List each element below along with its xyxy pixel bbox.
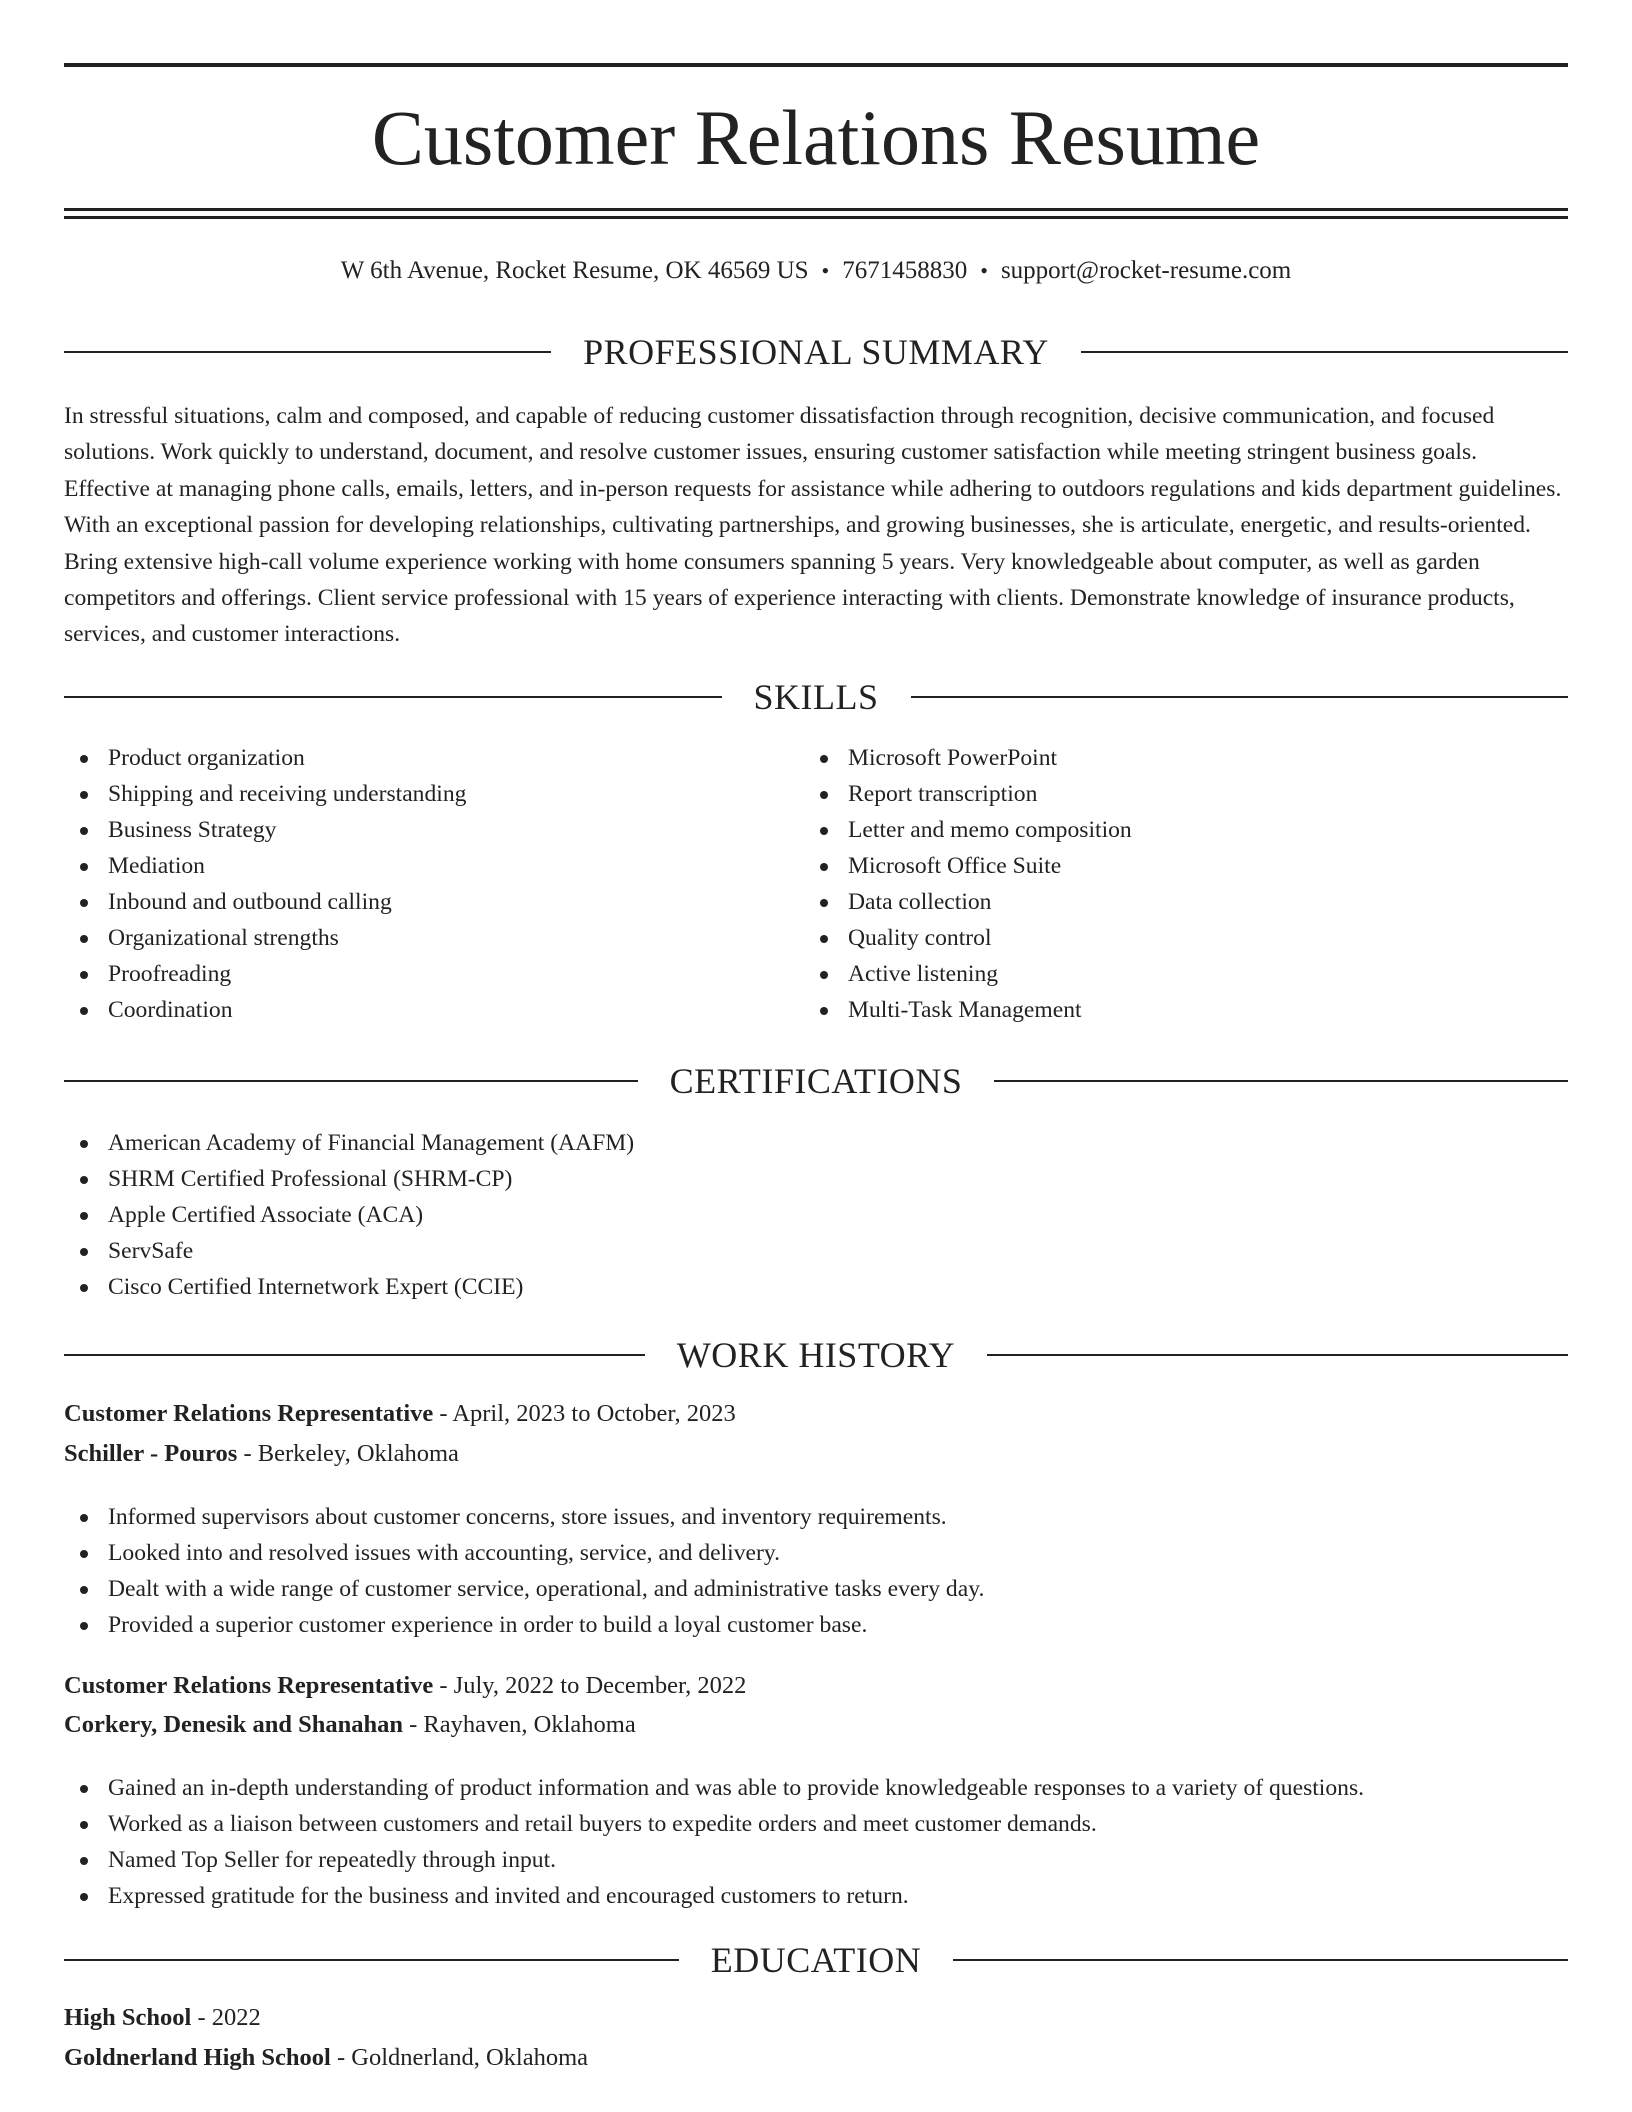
- contact-separator: •: [980, 258, 988, 283]
- contact-line: [64, 254, 1568, 288]
- header-double-rule-upper: [64, 208, 1568, 211]
- skill-item: Business Strategy: [64, 812, 794, 848]
- contact-address: W 6th Avenue, Rocket Resume, OK 46569 US: [340, 257, 809, 284]
- education-degree-line: [64, 2000, 261, 2036]
- job-duty-item: Looked into and resolved issues with accounting, service, and delivery.: [64, 1535, 1568, 1571]
- skill-item: Inbound and outbound calling: [64, 884, 794, 920]
- job-dates: - April, 2023 to October, 2023: [433, 1400, 736, 1427]
- skill-item: Coordination: [64, 992, 794, 1028]
- job-duty-item: Informed supervisors about customer concerns, store issues, and inventory requirements.: [64, 1499, 1568, 1535]
- section-title-summary: PROFESSIONAL SUMMARY: [583, 332, 1049, 372]
- header-double-rule-lower: [64, 216, 1568, 219]
- job-duty-item: Provided a superior customer experience in order to build a loyal customer base.: [64, 1607, 1568, 1643]
- resume-title: Customer Relations Resume: [371, 94, 1261, 181]
- job-title-line: [64, 1396, 736, 1432]
- job-location: - Rayhaven, Oklahoma: [403, 1711, 636, 1738]
- skill-item: Letter and memo composition: [804, 812, 1544, 848]
- education-school: Goldnerland High School: [64, 2044, 331, 2071]
- job-location: - Berkeley, Oklahoma: [237, 1440, 459, 1467]
- section-title-work-history: WORK HISTORY: [676, 1335, 956, 1375]
- skill-item: Data collection: [804, 884, 1544, 920]
- section-title-skills: SKILLS: [753, 677, 879, 717]
- job-title: Customer Relations Representative: [64, 1672, 434, 1699]
- skill-item: Mediation: [64, 848, 794, 884]
- skill-item: Microsoft PowerPoint: [804, 740, 1544, 776]
- education-location: - Goldnerland, Oklahoma: [330, 2044, 589, 2071]
- section-header-education: [64, 1938, 1568, 1982]
- professional-summary-text: In stressful situations, calm and composed, and capable of reducing customer dissatisfaction through recognition, decisive communication, and focused solutions. Work quickly to understand, document, and resolve customer issues, ensuring customer satisfaction while meeting stringent business goals. Effective at managing phone calls, emails, letters, and in-person requests for assistance while adhering to outdoors regulations and kids department guidelines. With an exceptional passion for developing relationships, cultivating partnerships, and growing businesses, she is articulate, energetic, and results-oriented. Bring extensive high-call volume experience working with home consumers spanning 5 years. Very knowledgeable about computer, as well as garden competitors and offerings. Client service professional with 15 years of experience interacting with clients. Demonstrate knowledge of insurance products, services, and customer interactions.: [64, 403, 1562, 648]
- section-rule: [64, 696, 722, 698]
- skill-item: Microsoft Office Suite: [804, 848, 1544, 884]
- section-rule: [994, 1080, 1568, 1082]
- skills-list-right: [804, 740, 1544, 1028]
- job-title: Customer Relations Representative: [64, 1400, 434, 1427]
- job-duty-item: Expressed gratitude for the business and invited and encouraged customers to return.: [64, 1878, 1568, 1914]
- section-rule: [64, 1354, 645, 1356]
- contact-email: support@rocket-resume.com: [1000, 257, 1292, 284]
- section-rule: [1081, 351, 1568, 353]
- section-rule: [953, 1959, 1568, 1961]
- skill-item: Multi-Task Management: [804, 992, 1544, 1028]
- skill-item: Shipping and receiving understanding: [64, 776, 794, 812]
- job-company: Corkery, Denesik and Shanahan: [64, 1711, 404, 1738]
- job-title-line: [64, 1668, 746, 1704]
- certifications-list: [64, 1125, 1568, 1305]
- section-rule: [64, 1080, 638, 1082]
- certification-item: SHRM Certified Professional (SHRM-CP): [64, 1161, 1568, 1197]
- job-company-line: [64, 1707, 636, 1743]
- job-duties-list: [64, 1499, 1568, 1643]
- section-header-summary: [64, 330, 1568, 374]
- certification-item: Apple Certified Associate (ACA): [64, 1197, 1568, 1233]
- skill-item: Report transcription: [804, 776, 1544, 812]
- section-header-skills: [64, 675, 1568, 719]
- skill-item: Quality control: [804, 920, 1544, 956]
- skill-item: Organizational strengths: [64, 920, 794, 956]
- section-rule: [64, 1959, 679, 1961]
- section-rule: [987, 1354, 1568, 1356]
- education-year: - 2022: [191, 2004, 261, 2031]
- skill-item: Active listening: [804, 956, 1544, 992]
- skill-item: Proofreading: [64, 956, 794, 992]
- section-title-certifications: CERTIFICATIONS: [669, 1061, 963, 1101]
- section-rule: [64, 351, 551, 353]
- education-degree: High School: [64, 2004, 192, 2031]
- certification-item: ServSafe: [64, 1233, 1568, 1269]
- job-duty-item: Gained an in-depth understanding of product information and was able to provide knowledgeable responses to a variety of questions.: [64, 1770, 1568, 1806]
- job-duty-item: Named Top Seller for repeatedly through input.: [64, 1842, 1568, 1878]
- skill-item: Product organization: [64, 740, 794, 776]
- section-header-certifications: [64, 1059, 1568, 1103]
- job-duties-list: [64, 1770, 1568, 1914]
- section-title-education: EDUCATION: [710, 1940, 922, 1980]
- contact-separator: •: [821, 258, 830, 283]
- job-dates: - July, 2022 to December, 2022: [433, 1672, 747, 1699]
- job-company: Schiller - Pouros: [64, 1440, 238, 1467]
- certification-item: Cisco Certified Internetwork Expert (CCIE): [64, 1269, 1568, 1305]
- header-top-rule: [64, 63, 1568, 67]
- skills-list-left: [64, 740, 794, 1028]
- section-header-work-history: [64, 1333, 1568, 1377]
- job-duty-item: Worked as a liaison between customers and retail buyers to expedite orders and meet customer demands.: [64, 1806, 1568, 1842]
- education-school-line: [64, 2040, 588, 2076]
- job-company-line: [64, 1436, 459, 1472]
- job-duty-item: Dealt with a wide range of customer service, operational, and administrative tasks every day.: [64, 1571, 1568, 1607]
- contact-phone: 7671458830: [842, 257, 968, 284]
- section-rule: [911, 696, 1569, 698]
- certification-item: American Academy of Financial Management (AAFM): [64, 1125, 1568, 1161]
